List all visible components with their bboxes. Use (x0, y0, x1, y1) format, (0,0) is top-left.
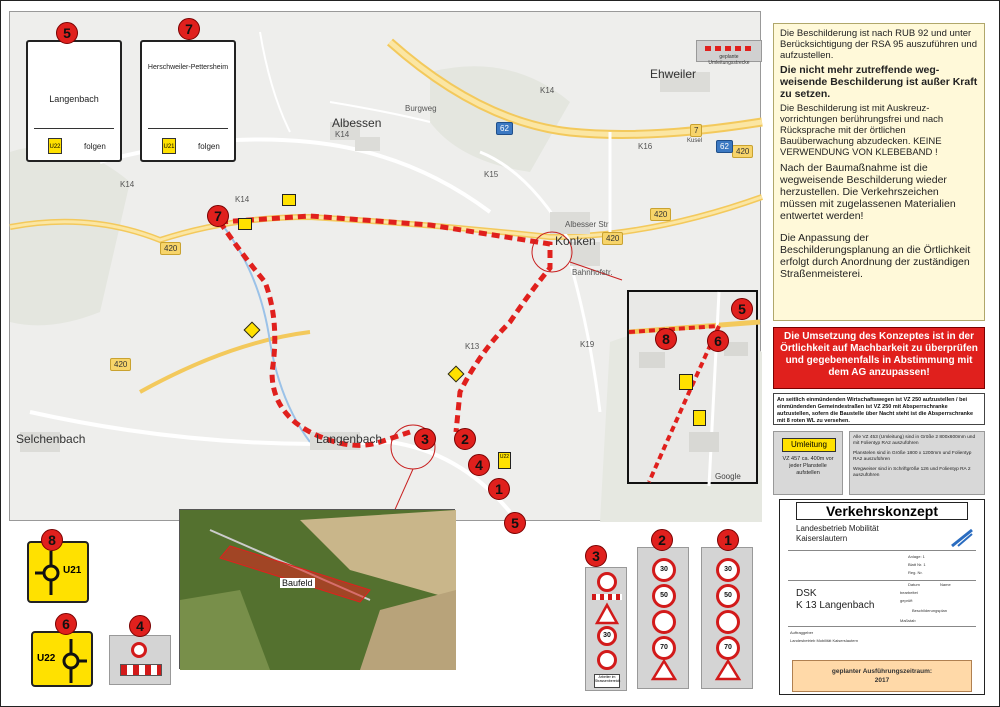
place-langenbach: Langenbach (316, 432, 383, 446)
inset-sign-b[interactable] (693, 410, 706, 426)
direction-sign-7-follow: folgen (198, 142, 220, 151)
badge-420-d: 420 (732, 145, 753, 158)
road-k15: K15 (484, 170, 499, 179)
sign-3-note: Arbeiter im Strassenbereich (594, 674, 620, 688)
road-k13: K13 (465, 342, 480, 351)
badge-420-c: 420 (602, 232, 623, 245)
right-panel (769, 11, 993, 701)
inset-map-konken[interactable] (627, 290, 758, 484)
direction-sign-5-route: U22 (48, 138, 62, 154)
tb-name: Name (940, 582, 951, 587)
inset-map-graphics (629, 292, 760, 486)
main-map[interactable] (9, 11, 761, 531)
note-abdecken: Die Beschilderung ist mit Auskreuz-vorrichtungen berührungsfrei und nach Rücksprache mit der örtlichen Bauüberwachung abzudecken. KEINE VERWENDUNG VON KLEBEBAND ! (780, 103, 944, 158)
direction-sign-7-destination: Herschweiler-Pettersheim (147, 64, 229, 71)
title-block (779, 499, 985, 695)
direction-sign-5-follow: folgen (84, 142, 106, 151)
sign-board-2[interactable] (637, 547, 689, 689)
road-albesser-str: Albesser Str (565, 220, 609, 229)
callout-4[interactable]: 4 (468, 454, 490, 476)
speed-limit-icon: 30 (652, 558, 676, 582)
badge-420-e: 420 (110, 358, 131, 371)
speed-limit-icon: 50 (716, 584, 740, 608)
size-spec-2: Planstelen sind in Größe 1800 x 1200mm und Folientyp RA2 auszuführen (853, 451, 972, 462)
callout-5[interactable]: 5 (504, 512, 526, 534)
direction-sign-5-divider (34, 128, 114, 129)
title-block-title: Verkehrskonzept (796, 502, 968, 520)
note-ausser-kraft: Die nicht mehr zutreffende weg-weisende Beschilderung ist außer Kraft zu setzen. (780, 64, 978, 100)
project-line-2: K 13 Langenbach (796, 600, 875, 611)
inset-callout-6[interactable]: 6 (707, 330, 729, 352)
note-anpassung: Die Anpassung der Beschilderungsplanung an die Örtlichkeit erfolgt durch Anordnung der zuständigen Straßenmeisterei. (780, 232, 971, 280)
callout-bottom-4[interactable]: 4 (129, 615, 151, 637)
direction-sign-7[interactable] (140, 40, 236, 162)
callout-bottom-8[interactable]: 8 (41, 529, 63, 551)
tb-period (792, 660, 972, 692)
tb-blatt: Blatt Nr. 1 (908, 562, 926, 567)
org-line-1: Landesbetrieb Mobilität (796, 524, 879, 533)
title-block-org (796, 524, 879, 544)
inset-callout-5[interactable]: 5 (731, 298, 753, 320)
tb-bearbeitet: bearbeitet (900, 590, 918, 595)
callout-bottom-1[interactable]: 1 (717, 529, 739, 551)
road-k14-c: K14 (120, 180, 135, 189)
barrier-icon (120, 664, 162, 676)
speed-limit-icon: 30 (597, 626, 617, 646)
prohibition-icon (597, 650, 617, 670)
no-overtaking-icon (652, 610, 676, 634)
speed-limit-icon: 70 (716, 636, 740, 660)
size-specifications (849, 431, 985, 495)
legend-dash-swatch (705, 46, 755, 51)
tb-anlage: Anlage: 1 (908, 554, 925, 559)
lbm-logo-icon (950, 528, 974, 548)
callout-2[interactable]: 2 (454, 428, 476, 450)
callout-bottom-3[interactable]: 3 (585, 545, 607, 567)
roadworks-warning-icon (716, 660, 740, 680)
map-sign-u22-text: U22 (499, 454, 510, 460)
speed-limit-icon: 30 (716, 558, 740, 582)
direction-sign-7-divider (148, 128, 228, 129)
umleitung-text: VZ 457 ca. 400m vor jeder Planstelle aufstellen (782, 456, 834, 476)
no-overtaking-icon (716, 610, 740, 634)
speed-limit-icon: 70 (652, 636, 676, 660)
callout-bottom-6[interactable]: 6 (55, 613, 77, 635)
badge-420-b: 420 (650, 208, 671, 221)
size-spec-3: Wegweiser sind in Schriftgröße 126 und Folientyp RA 2 auszuführen (853, 467, 971, 478)
tb-auftraggeber: Auftraggeber (790, 630, 814, 635)
legend (696, 40, 762, 66)
tb-plan: Beschilderungsplan (912, 608, 947, 613)
period-line-1: geplanter Ausführungszeitraum: (831, 668, 933, 675)
sign-8-route: U21 (63, 565, 82, 576)
note-wiederherstellen: Nach der Baumaßnahme ist die wegweisende Beschilderung wieder herzustellen. Die Verkehrszeichen müssen mit zugelassenen Materialien entwertet werden! (780, 162, 956, 222)
place-konken: Konken (555, 234, 596, 248)
road-k16: K16 (638, 142, 653, 151)
road-k14-d: K14 (235, 195, 250, 204)
badge-b7: 7 (690, 124, 702, 137)
callout-sign-5[interactable]: 5 (56, 22, 78, 44)
road-k19: K19 (580, 340, 595, 349)
sign-6-route: U22 (37, 653, 56, 664)
roadworks-warning-icon (652, 660, 676, 680)
direction-sign-5-destination: Langenbach (49, 94, 99, 104)
prohibition-icon (597, 572, 617, 592)
place-kusel: Kusel (687, 138, 703, 144)
project-line-1: DSK (796, 588, 817, 599)
callout-bottom-2[interactable]: 2 (651, 529, 673, 551)
tb-divider (788, 580, 976, 581)
direction-sign-7-route: U21 (162, 138, 176, 154)
umleitung-box (773, 431, 843, 495)
place-selchenbach: Selchenbach (16, 432, 86, 446)
road-burgweg: Burgweg (405, 104, 437, 113)
place-albessen: Albessen (332, 116, 382, 130)
aerial-graphics (180, 510, 456, 670)
aerial-label-baufeld: Baufeld (282, 578, 313, 588)
tb-divider (788, 550, 976, 551)
tb-reg: Reg. Nr. (908, 570, 923, 575)
badge-420-a: 420 (160, 242, 181, 255)
roadworks-warning-icon (596, 604, 618, 624)
sign-board-1[interactable] (701, 547, 753, 689)
road-k14-a: K14 (540, 86, 555, 95)
direction-sign-5[interactable] (26, 40, 122, 162)
prohibition-icon (131, 642, 147, 658)
map-sign-u22[interactable] (498, 452, 511, 469)
sign-board-3[interactable] (585, 567, 627, 691)
aerial-photo[interactable] (179, 509, 455, 669)
inset-google-credit: Google (715, 472, 741, 481)
tb-datum: Datum (908, 582, 920, 587)
tb-project (796, 588, 874, 612)
callout-sign-7[interactable]: 7 (178, 18, 200, 40)
callout-7[interactable]: 7 (207, 205, 229, 227)
org-line-2: Kaiserslautern (796, 534, 848, 543)
feasibility-warning: Die Umsetzung des Konzeptes ist in der Örtlichkeit auf Machbarkeit zu überprüfen und gegebenenfalls in Abstimmung mit dem AG anzupassen! (773, 327, 985, 389)
size-spec-1: Alle VZ 453 (Umleitung) sind in Größe 2 800x600mm und mit Folientyp RA2 auszuführen (853, 435, 976, 446)
tb-massstab: Maßstab (900, 618, 916, 623)
map-sign-u-arrow[interactable] (282, 194, 296, 206)
sign-roundabout-u22[interactable] (31, 631, 93, 687)
tb-geprueft: geprüft (900, 598, 913, 603)
tb-lbm: Landesbetrieb Mobilität Kaiserslautern (790, 638, 859, 643)
umleitung-sign: Umleitung (782, 438, 836, 452)
road-bahnhofstr: Bahnhofstr. (572, 268, 613, 277)
callout-1[interactable]: 1 (488, 478, 510, 500)
barrier-icon (592, 594, 622, 600)
inset-callout-8[interactable]: 8 (655, 328, 677, 350)
period-line-2: 2017 (874, 677, 890, 684)
badge-a62-a: 62 (496, 122, 513, 135)
vz250-note: An seitlich einmündenden Wirtschaftswegen ist VZ 250 aufzustellen / bei einmündenden Gemeindestraßen ist VZ 250 mit Absperrschranke aufzustellen, sofern die Baustelle über Nacht steht ist die Absperrschranke mit 8 roten WL zu versehen. (773, 393, 985, 425)
badge-a62-b: 62 (716, 140, 733, 153)
sign-roundabout-u21[interactable] (27, 541, 89, 603)
place-ehweiler: Ehweiler (650, 67, 697, 81)
instructions-note (773, 23, 985, 321)
speed-limit-icon: 50 (652, 584, 676, 608)
legend-label: geplante Umleitungsstrecke (708, 54, 750, 66)
road-k14-b: K14 (335, 130, 350, 139)
tb-divider (788, 626, 976, 627)
note-rub92: Die Beschilderung ist nach RUB 92 und unter Berücksichtigung der RSA 95 auszuführen und aufzustellen. (780, 28, 977, 61)
map-sign-right-arrow[interactable] (238, 218, 252, 230)
inset-sign-a[interactable] (679, 374, 693, 390)
sign-board-4[interactable] (109, 635, 171, 685)
callout-3[interactable]: 3 (414, 428, 436, 450)
